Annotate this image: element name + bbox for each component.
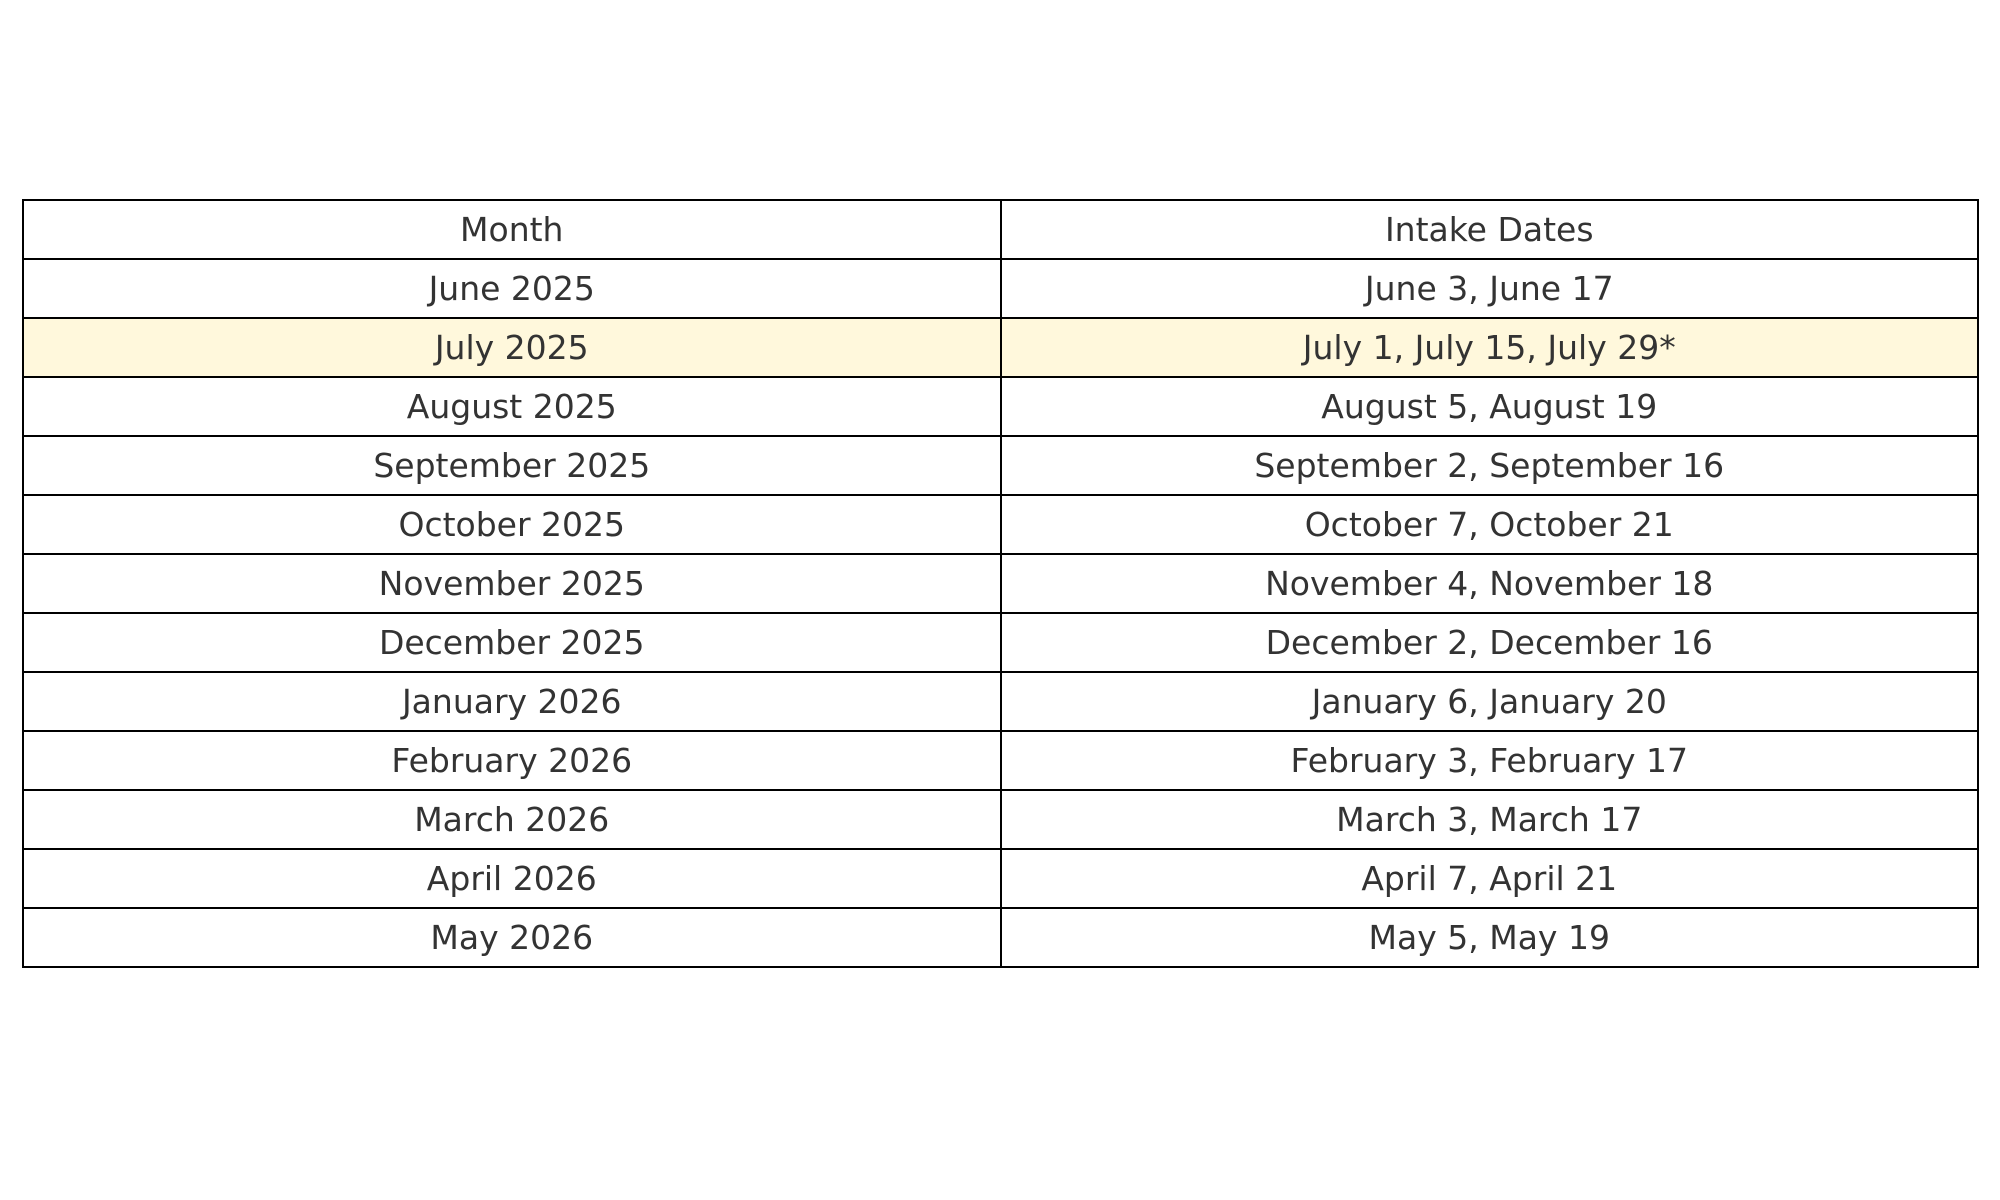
intake-dates-cell: June 3, June 17 [1001, 259, 1979, 318]
table-row [23, 731, 1978, 790]
intake-schedule-table [22, 199, 1979, 968]
month-cell: June 2025 [23, 259, 1001, 318]
month-cell: January 2026 [23, 672, 1001, 731]
table-row [23, 495, 1978, 554]
month-cell: September 2025 [23, 436, 1001, 495]
table-row [23, 613, 1978, 672]
header-row [23, 200, 1978, 259]
intake-dates-cell: December 2, December 16 [1001, 613, 1979, 672]
intake-dates-cell: October 7, October 21 [1001, 495, 1979, 554]
table-body [23, 259, 1978, 967]
intake-dates-cell: August 5, August 19 [1001, 377, 1979, 436]
table-row [23, 554, 1978, 613]
month-cell: August 2025 [23, 377, 1001, 436]
table-row [23, 790, 1978, 849]
table-row [23, 672, 1978, 731]
month-cell: March 2026 [23, 790, 1001, 849]
intake-dates-cell: July 1, July 15, July 29* [1001, 318, 1979, 377]
column-header-intake-dates: Intake Dates [1001, 200, 1979, 259]
intake-dates-cell: March 3, March 17 [1001, 790, 1979, 849]
month-cell: July 2025 [23, 318, 1001, 377]
month-cell: December 2025 [23, 613, 1001, 672]
month-cell: April 2026 [23, 849, 1001, 908]
table-row [23, 259, 1978, 318]
table-row [23, 377, 1978, 436]
table-header [23, 200, 1978, 259]
table-row [23, 849, 1978, 908]
month-cell: May 2026 [23, 908, 1001, 967]
intake-dates-cell: February 3, February 17 [1001, 731, 1979, 790]
intake-dates-cell: April 7, April 21 [1001, 849, 1979, 908]
table-row [23, 908, 1978, 967]
table-row [23, 436, 1978, 495]
month-cell: November 2025 [23, 554, 1001, 613]
table-row-highlighted [23, 318, 1978, 377]
month-cell: October 2025 [23, 495, 1001, 554]
column-header-month: Month [23, 200, 1001, 259]
intake-dates-cell: November 4, November 18 [1001, 554, 1979, 613]
intake-dates-cell: September 2, September 16 [1001, 436, 1979, 495]
intake-dates-cell: January 6, January 20 [1001, 672, 1979, 731]
month-cell: February 2026 [23, 731, 1001, 790]
intake-dates-cell: May 5, May 19 [1001, 908, 1979, 967]
